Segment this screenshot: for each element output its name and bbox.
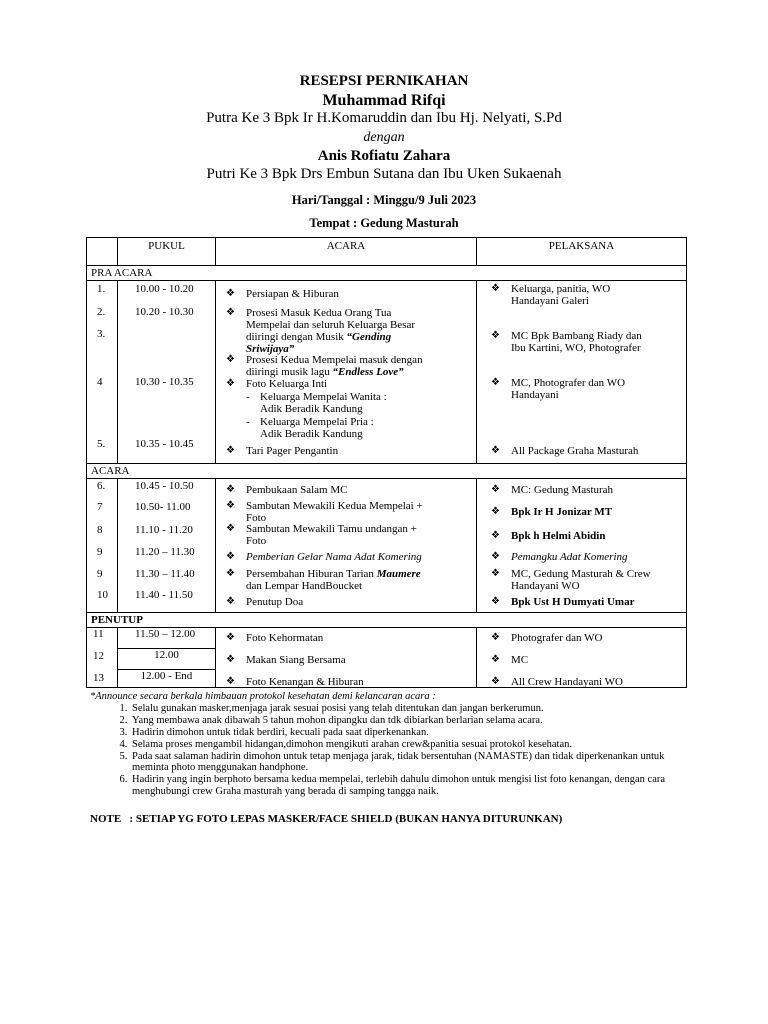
diamond-bullet-icon: ❖ bbox=[491, 484, 500, 495]
performer-text: Pemangku Adat Komering bbox=[511, 551, 628, 563]
performer-line: Handayani bbox=[511, 389, 559, 401]
time-value: 12.00 bbox=[118, 649, 215, 670]
diamond-bullet-icon: ❖ bbox=[226, 307, 235, 318]
row-number: 7 bbox=[97, 501, 103, 513]
performer-line: Keluarga, panitia, WO bbox=[511, 283, 611, 295]
time-value: 11.40 - 11.50 bbox=[135, 589, 193, 601]
activity-text: Foto Keluarga Inti bbox=[246, 378, 328, 390]
section-penutup bbox=[87, 613, 687, 628]
performer-line: Handayani WO bbox=[511, 580, 580, 592]
diamond-bullet-icon: ❖ bbox=[491, 330, 500, 341]
sub-item-text: Keluarga Mempelai Pria : bbox=[260, 416, 374, 428]
row-number: 2. bbox=[97, 306, 106, 318]
diamond-bullet-icon: ❖ bbox=[491, 530, 500, 541]
diamond-bullet-icon: ❖ bbox=[491, 676, 500, 687]
sub-item-text: Adik Beradik Kandung bbox=[260, 428, 363, 440]
list-item: 2. Yang membawa anak dibawah 5 tahun mohon dipangku dan tdk dibiarkan berlarian selama acara. bbox=[130, 715, 690, 727]
schedule-table bbox=[86, 237, 687, 688]
event-date: Hari/Tanggal : Minggu/9 Juli 2023 bbox=[291, 193, 477, 207]
list-item: 5. Pada saat salaman hadirin dimohon untuk tetap menjaga jarak, tidak bersentuhan (NAMASTE) dan tidak diperkenankan untuk meminta photo menggunakan handphone. bbox=[130, 751, 690, 775]
diamond-bullet-icon: ❖ bbox=[226, 378, 235, 389]
row-number: 9 bbox=[97, 568, 103, 580]
groom-parents: Putra Ke 3 Bpk Ir H.Komaruddin dan Ibu Hj. Nelyati, S.Pd bbox=[206, 110, 562, 126]
column-pukul: PUKUL bbox=[118, 238, 216, 266]
diamond-bullet-icon: ❖ bbox=[491, 283, 500, 294]
diamond-bullet-icon: ❖ bbox=[226, 676, 235, 687]
row-performers bbox=[477, 281, 687, 464]
activity-text: Penutup Doa bbox=[246, 596, 304, 608]
performer-text: All Crew Handayani WO bbox=[511, 676, 623, 688]
performer-line: MC, Photografer dan WO bbox=[511, 377, 626, 389]
time-value: 11.10 - 11.20 bbox=[135, 524, 193, 536]
row-number: 11 bbox=[93, 628, 104, 640]
diamond-bullet-icon: ❖ bbox=[491, 596, 500, 607]
activity-line: Persembahan Hiburan Tarian bbox=[246, 568, 377, 580]
table-row bbox=[87, 479, 687, 613]
music-title: Sriwijaya” bbox=[246, 343, 295, 355]
bride-parents: Putri Ke 3 Bpk Drs Embun Sutana dan Ibu Uken Sukaenah bbox=[206, 166, 562, 182]
music-title: “Endless Love” bbox=[332, 366, 404, 378]
row-number: 5. bbox=[97, 438, 106, 450]
event-venue: Tempat : Gedung Masturah bbox=[309, 216, 459, 230]
performer-line: MC, Gedung Masturah & Crew bbox=[511, 568, 651, 580]
row-numbers bbox=[87, 628, 118, 688]
performer-text bbox=[511, 568, 651, 592]
time-value: 11.20 – 11.30 bbox=[135, 546, 195, 558]
row-number: 13 bbox=[93, 672, 104, 684]
diamond-bullet-icon: ❖ bbox=[491, 551, 500, 562]
activity-text bbox=[246, 500, 423, 524]
table-header-row bbox=[87, 238, 687, 266]
time-value: 10.35 - 10.45 bbox=[135, 438, 194, 450]
diamond-bullet-icon: ❖ bbox=[226, 568, 235, 579]
activity-line: Mempelai dan seluruh Keluarga Besar bbox=[246, 319, 416, 331]
performer-text: Bpk h Helmi Abidin bbox=[511, 530, 606, 542]
sub-item-text: Adik Beradik Kandung bbox=[260, 403, 363, 415]
activity-line: dan Lempar HandBoucket bbox=[246, 580, 363, 592]
diamond-bullet-icon: ❖ bbox=[491, 654, 500, 665]
row-activities bbox=[216, 479, 477, 613]
activity-text: Pemberian Gelar Nama Adat Komering bbox=[246, 551, 422, 563]
activity-text bbox=[246, 568, 421, 592]
diamond-bullet-icon: ❖ bbox=[226, 354, 235, 365]
row-times bbox=[118, 479, 216, 613]
sub-item: - Keluarga Mempelai Pria : bbox=[246, 416, 374, 428]
activity-line: Foto bbox=[246, 535, 267, 547]
bride-name: Anis Rofiatu Zahara bbox=[317, 148, 451, 164]
diamond-bullet-icon: ❖ bbox=[491, 632, 500, 643]
activity-line: Sambutan Mewakili Tamu undangan + bbox=[246, 523, 417, 535]
performer-line: MC Bpk Bambang Riady dan bbox=[511, 330, 642, 342]
section-acara bbox=[87, 464, 687, 479]
groom-name: Muhammad Rifqi bbox=[322, 92, 446, 109]
row-number: 10 bbox=[97, 589, 108, 601]
activity-text: Foto Kehormatan bbox=[246, 632, 324, 644]
notes-intro: *Announce secara berkala himbauan protokol kesehatan demi kelancaran acara : bbox=[90, 691, 436, 702]
row-times bbox=[118, 628, 216, 688]
sub-item-text: Keluarga Mempelai Wanita : bbox=[260, 391, 387, 403]
row-number: 4 bbox=[97, 376, 103, 388]
activity-line: Sambutan Mewakili Kedua Mempelai + bbox=[246, 500, 423, 512]
activity-line: Foto bbox=[246, 512, 267, 524]
activity-line: Prosesi Kedua Mempelai masuk dengan bbox=[246, 354, 423, 366]
section-label: ACARA bbox=[87, 464, 687, 479]
activity-text: Foto Kenangan & Hiburan bbox=[246, 676, 364, 688]
time-value: 11.50 – 12.00 bbox=[118, 628, 215, 649]
diamond-bullet-icon: ❖ bbox=[491, 377, 500, 388]
diamond-bullet-icon: ❖ bbox=[226, 500, 235, 511]
diamond-bullet-icon: ❖ bbox=[491, 445, 500, 456]
list-item: 6. Hadirin yang ingin berphoto bersama kedua mempelai, terlebih dahulu dimohon untuk mengisi list foto kenangan, dengan cara menghubungi crew Graha masturah yang berada di samping tangga naik. bbox=[130, 774, 690, 798]
performer-text bbox=[511, 283, 610, 307]
activity-text: Makan Siang Bersama bbox=[246, 654, 346, 666]
dance-title: Maumere bbox=[376, 568, 421, 580]
activity-text bbox=[246, 354, 423, 378]
row-number: 12 bbox=[93, 650, 104, 662]
diamond-bullet-icon: ❖ bbox=[226, 596, 235, 607]
music-title: “Gending bbox=[346, 331, 392, 343]
diamond-bullet-icon: ❖ bbox=[491, 568, 500, 579]
health-notes bbox=[90, 691, 690, 798]
table-row bbox=[87, 281, 687, 464]
row-numbers bbox=[87, 479, 118, 613]
row-number: 8 bbox=[97, 524, 103, 536]
row-number: 9 bbox=[97, 546, 103, 558]
section-label: PRA ACARA bbox=[87, 266, 687, 281]
row-number: 6. bbox=[97, 480, 106, 492]
activity-text: Persiapan & Hiburan bbox=[246, 288, 339, 300]
row-number: 3. bbox=[97, 328, 106, 340]
time-value: 11.30 – 11.40 bbox=[135, 568, 195, 580]
performer-text: Bpk Ust H Dumyati Umar bbox=[511, 596, 635, 608]
row-activities bbox=[216, 628, 477, 688]
activity-text bbox=[246, 307, 415, 355]
performer-text: Bpk Ir H Jonizar MT bbox=[511, 506, 613, 518]
column-number bbox=[87, 238, 118, 266]
section-pra-acara bbox=[87, 266, 687, 281]
activity-text: Pembukaan Salam MC bbox=[246, 484, 348, 496]
section-label: PENUTUP bbox=[87, 613, 687, 628]
list-item: 4. Selama proses mengambil hidangan,dimohon mengikuti arahan crew&panitia sesuai protokol kesehatan. bbox=[130, 739, 690, 751]
activity-line: diiringi musik lagu bbox=[246, 366, 333, 378]
notes-list bbox=[90, 703, 690, 798]
time-value: 10.20 - 10.30 bbox=[135, 306, 194, 318]
diamond-bullet-icon: ❖ bbox=[226, 445, 235, 456]
performer-line: Ibu Kartini, WO, Photografer bbox=[511, 342, 641, 354]
page-title: RESEPSI PERNIKAHAN bbox=[299, 73, 469, 89]
time-value: 12.00 - End bbox=[140, 670, 193, 682]
list-item: 1. Selalu gunakan masker,menjaga jarak sesuai posisi yang telah ditentukan dan jangan berkerumun. bbox=[130, 703, 690, 715]
connector-text: dengan bbox=[363, 130, 405, 145]
diamond-bullet-icon: ❖ bbox=[226, 523, 235, 534]
table-row bbox=[87, 628, 687, 688]
diamond-bullet-icon: ❖ bbox=[226, 654, 235, 665]
performer-text: MC: Gedung Masturah bbox=[511, 484, 614, 496]
time-value: 10.00 - 10.20 bbox=[135, 283, 194, 295]
performer-text bbox=[511, 377, 625, 401]
time-value: 10.50- 11.00 bbox=[135, 501, 191, 513]
activity-line: Prosesi Masuk Kedua Orang Tua bbox=[246, 307, 392, 319]
activity-text: Tari Pager Pengantin bbox=[246, 445, 339, 457]
final-note: NOTE : SETIAP YG FOTO LEPAS MASKER/FACE SHIELD (BUKAN HANYA DITURUNKAN) bbox=[90, 813, 563, 825]
performer-line: Handayani Galeri bbox=[511, 295, 589, 307]
row-activities bbox=[216, 281, 477, 464]
row-numbers bbox=[87, 281, 118, 464]
performer-text bbox=[511, 330, 642, 354]
diamond-bullet-icon: ❖ bbox=[226, 632, 235, 643]
performer-text: Photografer dan WO bbox=[511, 632, 603, 644]
diamond-bullet-icon: ❖ bbox=[226, 288, 235, 299]
sub-item: - Keluarga Mempelai Wanita : bbox=[246, 391, 387, 403]
diamond-bullet-icon: ❖ bbox=[491, 506, 500, 517]
column-acara: ACARA bbox=[216, 238, 477, 266]
list-item: 3. Hadirin dimohon untuk tidak berdiri, kecuali pada saat diperkenankan. bbox=[130, 727, 690, 739]
performer-text: All Package Graha Masturah bbox=[511, 445, 639, 457]
row-number: 1. bbox=[97, 283, 106, 295]
row-performers bbox=[477, 479, 687, 613]
column-pelaksana: PELAKSANA bbox=[477, 238, 687, 266]
diamond-bullet-icon: ❖ bbox=[226, 551, 235, 562]
diamond-bullet-icon: ❖ bbox=[226, 484, 235, 495]
activity-line: diiringi dengan Musik bbox=[246, 331, 347, 343]
row-times bbox=[118, 281, 216, 464]
activity-text bbox=[246, 523, 417, 547]
time-value: 10.30 - 10.35 bbox=[135, 376, 194, 388]
time-value: 10.45 - 10.50 bbox=[135, 480, 194, 492]
performer-text: MC bbox=[511, 654, 529, 666]
row-performers bbox=[477, 628, 687, 688]
